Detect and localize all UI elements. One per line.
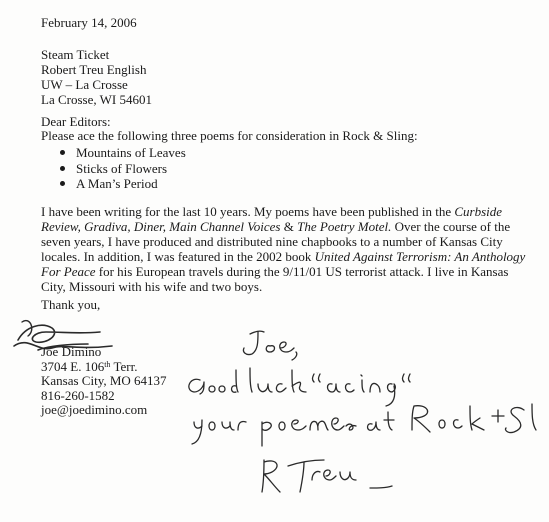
- book-title: United Against Terrorism: An Anthology For Peace: [41, 249, 526, 279]
- body-paragraph: [41, 204, 531, 294]
- letter-date: February 14, 2006: [41, 15, 137, 30]
- salutation: Dear Editors:: [41, 114, 111, 129]
- intro-sentence: Please ace the following three poems for consideration in Rock & Sling:: [41, 128, 418, 143]
- body-text-3: for his European travels during the 9/11/01 US terrorist attack. I live in Kansas City, Missouri with his wife and two boys.: [41, 264, 509, 294]
- recipient-line-4: La Crosse, WI 54601: [41, 92, 152, 107]
- body-text-1: I have been writing for the last 10 years. My poems have been published in the: [41, 204, 455, 219]
- poem-item: Sticks of Flowers: [41, 161, 186, 177]
- sender-phone: 816-260-1582: [41, 387, 115, 403]
- body-ampersand: &: [280, 219, 298, 234]
- recipient-line-1: Steam Ticket: [41, 47, 110, 62]
- sender-email: joe@joedimino.com: [41, 402, 148, 417]
- poem-list: [41, 145, 186, 192]
- sender-city: Kansas City, MO 64137: [41, 373, 167, 388]
- sender-street-suffix: Terr.: [110, 358, 138, 374]
- closing: Thank you,: [41, 297, 101, 312]
- recipient-line-2: Robert Treu English: [41, 62, 147, 77]
- publication-list: Curbside Review, Gradiva, Diner, Main Channel Voices: [41, 204, 503, 234]
- recipient-line-3: UW – La Crosse: [41, 77, 128, 92]
- body-text-2: Over the course of the seven years, I have produced and distributed nine chapbooks to a number of Kansas City locales. In addition, I was featured in the 2002 book: [41, 219, 511, 264]
- sender-street-ordinal: th: [104, 359, 111, 369]
- sender-street-number: 3704 E. 106: [41, 358, 105, 374]
- poem-item: A Man’s Period: [41, 176, 186, 192]
- publication-last: The Poetry Motel.: [297, 219, 392, 234]
- poem-item: Mountains of Leaves: [41, 145, 186, 161]
- sender-street: [41, 360, 167, 375]
- handwritten-note: [180, 320, 540, 515]
- sender-block: [41, 345, 167, 418]
- sender-name: Joe Dimino: [41, 344, 102, 359]
